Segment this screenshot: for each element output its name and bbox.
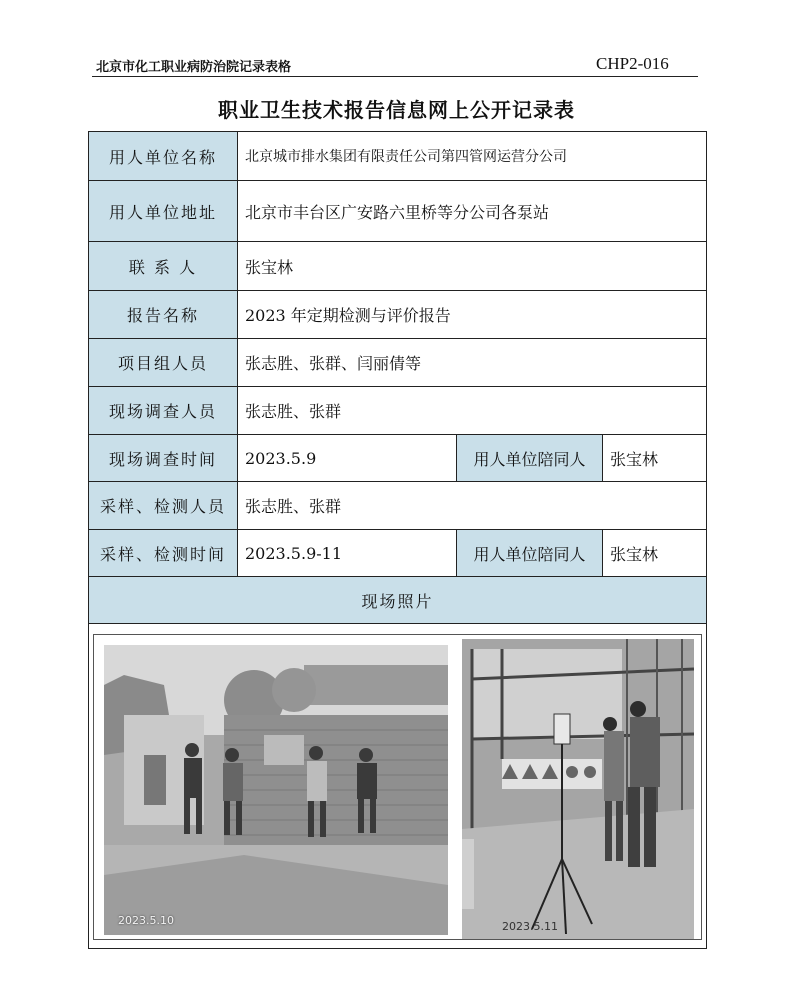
photo-2-date-stamp: 2023.5.11 xyxy=(502,920,558,933)
document-title: 职业卫生技术报告信息网上公开记录表 xyxy=(218,98,575,122)
site-photo-1 xyxy=(104,645,448,935)
photos-section-header: 现场照片 xyxy=(89,576,706,623)
photo-1-date-stamp: 2023.5.10 xyxy=(118,914,174,927)
photos-frame xyxy=(93,634,702,940)
row-site-survey-time xyxy=(89,434,706,481)
site-survey-companion-label: 用人单位陪同人 xyxy=(456,435,603,481)
site-photo-1-image xyxy=(104,645,448,935)
site-photo-2-image xyxy=(462,639,694,939)
site-survey-companion-value: 张宝林 xyxy=(610,449,659,469)
sampling-time-value: 2023.5.9-11 xyxy=(245,543,343,563)
project-team-value: 张志胜、张群、闫丽倩等 xyxy=(245,354,422,373)
photos-area xyxy=(89,623,706,948)
employer-address-value: 北京市丰台区广安路六里桥等分公司各泵站 xyxy=(245,202,550,222)
row-sampling-time xyxy=(89,529,706,576)
row-site-survey-staff xyxy=(89,386,706,434)
employer-name-value: 北京城市排水集团有限责任公司第四管网运营分公司 xyxy=(245,149,567,165)
sampling-companion-label: 用人单位陪同人 xyxy=(456,530,603,576)
row-employer-address xyxy=(89,180,706,241)
row-sampling-staff xyxy=(89,481,706,529)
employer-name-label: 用人单位名称 xyxy=(89,132,238,180)
row-employer-name xyxy=(89,132,706,180)
project-team-label: 项目组人员 xyxy=(89,339,238,386)
site-photo-2 xyxy=(462,639,694,939)
site-survey-time-label: 现场调查时间 xyxy=(89,435,238,481)
org-name: 北京市化工职业病防治院记录表格 xyxy=(96,60,292,75)
report-name-value: 2023 年定期检测与评价报告 xyxy=(245,306,451,325)
row-contact xyxy=(89,241,706,290)
row-report-name xyxy=(89,290,706,338)
employer-address-label: 用人单位地址 xyxy=(89,181,238,241)
contact-value: 张宝林 xyxy=(245,257,294,277)
header-divider xyxy=(92,76,698,77)
sampling-companion-value: 张宝林 xyxy=(610,544,659,564)
site-survey-time-value: 2023.5.9 xyxy=(245,448,317,468)
sampling-staff-value: 张志胜、张群 xyxy=(245,497,342,516)
row-project-team xyxy=(89,338,706,386)
site-survey-staff-value: 张志胜、张群 xyxy=(245,402,342,421)
sampling-staff-label: 采样、检测人员 xyxy=(89,482,238,529)
sampling-time-label: 采样、检测时间 xyxy=(89,530,238,576)
report-name-label: 报告名称 xyxy=(89,291,238,338)
record-form xyxy=(88,131,707,949)
form-code: CHP2-016 xyxy=(596,54,669,73)
site-survey-staff-label: 现场调查人员 xyxy=(89,387,238,434)
contact-label: 联 系 人 xyxy=(89,242,238,290)
